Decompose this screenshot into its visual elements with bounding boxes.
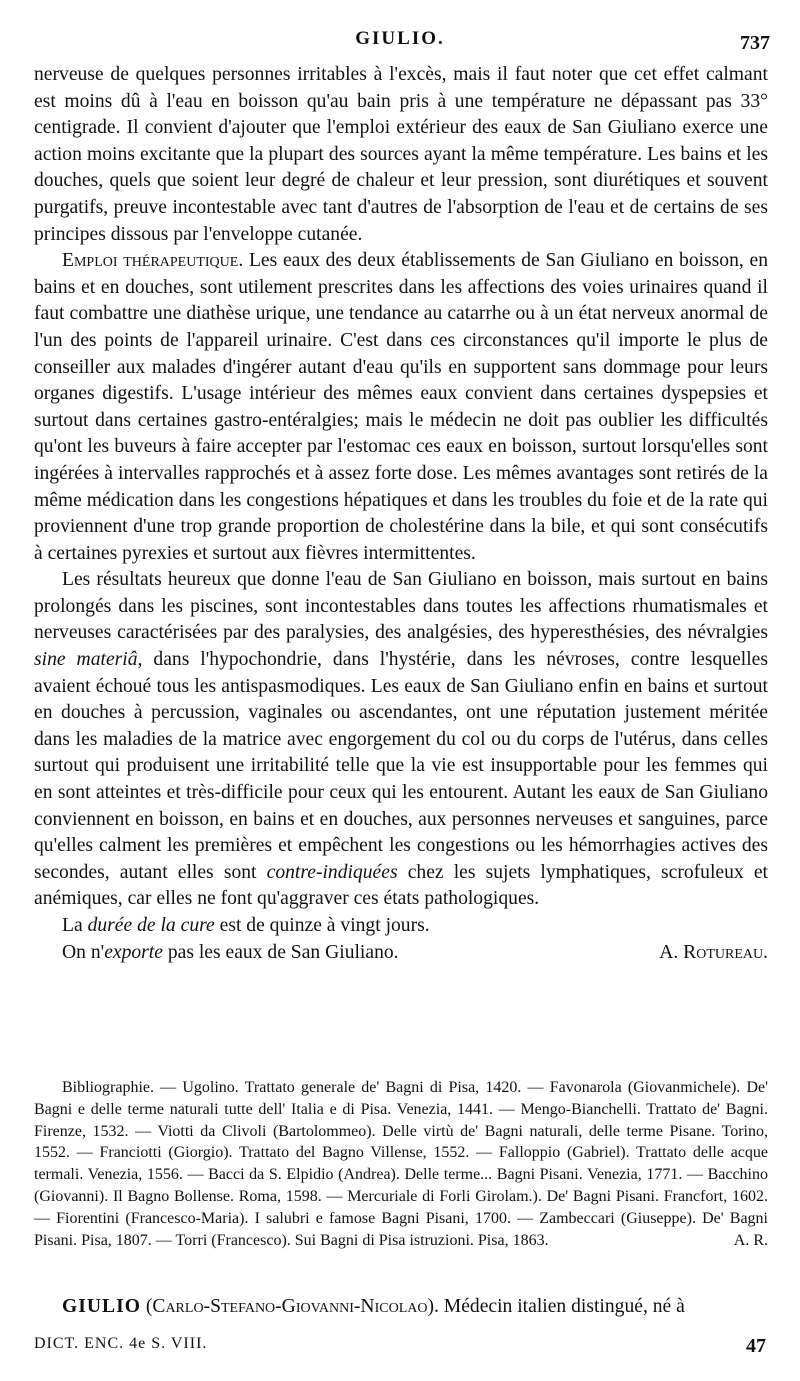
paragraph-text: , dans l'hypochondrie, dans l'hystérie, dans les névroses, contre lesquelles avaient échoué tous les antispasmodiques. Les eaux de San Giuliano enfin en bains et surtout en douches à percussion, vaginales ou ascendantes, ont une réputation justement méritée dans les maladies de la matrice avec engorgement du col ou du corps de l'utérus, dans celles surtout qui produisent une irritabilité telle que la vie est insupportable pour les femmes qui en sont atteintes et très-difficile pour ceux qui les entourent. Autant les eaux de San Giuliano conviennent en boisson, en bains et en douches, aux personnes nerveuses et sanguines, parce qu'elles calment les premières et empêchent les congestions ou les hémorrhagies actives des secondes, autant elles sont	[34, 649, 768, 883]
paragraph-export	[34, 940, 768, 967]
section-heading: Emploi thérapeutique.	[62, 250, 244, 272]
paragraph-cure-duration	[34, 913, 768, 940]
paragraph-therapeutic-use	[34, 248, 768, 567]
signature-line: DICT. ENC. 4e S. VIII.	[34, 1335, 208, 1352]
page-number: 737	[740, 32, 770, 54]
entry-names: (Carlo-Stefano-Giovanni-Nicolao).	[140, 1296, 439, 1317]
entry-headword: GIULIO	[62, 1296, 141, 1317]
signature-mark: 47	[746, 1335, 766, 1357]
next-entry	[34, 1294, 768, 1320]
italic-term: sine materiâ	[34, 649, 138, 671]
paragraph-text: pas les eaux de San Giuliano.	[162, 941, 399, 963]
paragraph-text: est de quinze à vingt jours.	[214, 915, 430, 936]
paragraph-text: On n'	[62, 941, 105, 963]
paragraph-text: chez les sujets lymphatiques, scrofuleux et anémiques, car elles ne font qu'aggraver ces états pathologiques.	[34, 861, 768, 910]
paragraph-text: Les résultats heureux que donne l'eau de San Giuliano en boisson, mais surtout en bains prolongés dans les piscines, sont incontestables dans toutes les affections rhumatismales et nerveuses caractérisées par des paralysies, des analgésies, des hyperesthésies, des névralgies	[34, 569, 768, 644]
bibliography	[34, 1077, 768, 1251]
paragraph-text: Les eaux des deux établissements de San Giuliano en boisson, en bains et en douches, sont utilement prescrites dans les affections des voies urinaires quand il faut combattre une diathèse urique, une tendance au catarrhe ou à un état nerveux anormal de l'un des points de l'appareil urinaire. C'est dans ces circonstances qu'il importe le plus de conseiller aux malades d'ingérer autant d'eau qu'ils en supportent sans dommage pour leurs organes digestifs. L'usage intérieur des mêmes eaux convient dans certaines dyspepsies et surtout dans certaines gastro-entéralgies; mais le médecin ne doit pas oublier les difficultés qu'ont les buveurs à faire accepter par l'estomac ces eaux en boisson, surtout lorsqu'elles sont ingérées à intervalles rapprochés et à assez forte dose. Les mêmes avantages sont retirés de la même médication dans les congestions hépatiques et dans les troubles du foie et de la rate qui proviennent d'une trop grande proportion de cholestérine dans la bile, et qui sont consécutifs à certaines pyrexies et surtout aux fièvres intermittentes.	[34, 250, 769, 564]
italic-term: contre-indiquées	[266, 861, 398, 883]
next-entry-line	[34, 1294, 768, 1320]
bibliography-entries: Bibliographie. — Ugolino. Trattato generale de' Bagni di Pisa, 1420. — Favonarola (Giovanmichele). De' Bagni e delle terme naturali tutte dell' Italia e di Pisa. Venezia, 1441. — Mengo-Bianchelli. Trattato de' Bagni. Firenze, 1532. — Viotti da Clivoli (Bartolommeo). Delle virtù de' Bagni naturali, delle terme Pisane. Torino, 1552. — Franciotti (Giorgio). Trattato del Bagno Villense, 1552. — Falloppio (Gabriel). Trattato delle acque termali. Venezia, 1556. — Bacci da S. Elpidio (Andrea). Delle terme... Bagni Pisani. Venezia, 1771. — Bacchino (Giovanni). Il Bagno Bollense. Roma, 1598. — Mercuriale di Forli Girolam.). De' Bagni Pisani. Francfort, 1602. — Fiorentini (Francesco-Maria). I salubri e famose Bagni Pisani, 1700. — Zambeccari (Giuseppe). De' Bagni Pisani. Pisa, 1807. — Torri (Francesco). Sui Bagni di Pisa istruzioni. Pisa, 1863.	[34, 1079, 768, 1249]
entry-text: Médecin italien distingué, né à	[438, 1296, 685, 1317]
page-header	[30, 28, 770, 58]
italic-term: durée de la cure	[87, 915, 215, 936]
bibliography-text	[34, 1077, 768, 1251]
author-signature: A. Rotureau.	[659, 941, 768, 963]
paragraph-results	[34, 567, 768, 913]
article-body	[34, 62, 768, 966]
italic-term: exporte	[104, 941, 163, 963]
paragraph-text: nerveuse de quelques personnes irritables à l'excès, mais il faut noter que cet effet calmant est moins dû à l'eau en boisson qu'au bain pris à une température ne dépassant pas 33° centigrade. Il convient d'ajouter que l'emploi extérieur des eaux de San Giuliano exerce une action moins excitante que la plupart des sources ayant la même température. Les bains et les douches, quels que soient leur degré de chaleur et leur pression, sont diurétiques et souvent purgatifs, preuve incontestable avec tant d'autres de l'absorption de l'eau et de certains de ses principes dissous par l'enveloppe cutanée.	[34, 64, 768, 245]
running-title: GIULIO.	[355, 28, 445, 49]
paragraph-effects	[34, 62, 768, 248]
page-footer	[34, 1335, 766, 1365]
paragraph-text: La	[62, 915, 88, 936]
bibliography-signature: A. R.	[733, 1231, 768, 1249]
